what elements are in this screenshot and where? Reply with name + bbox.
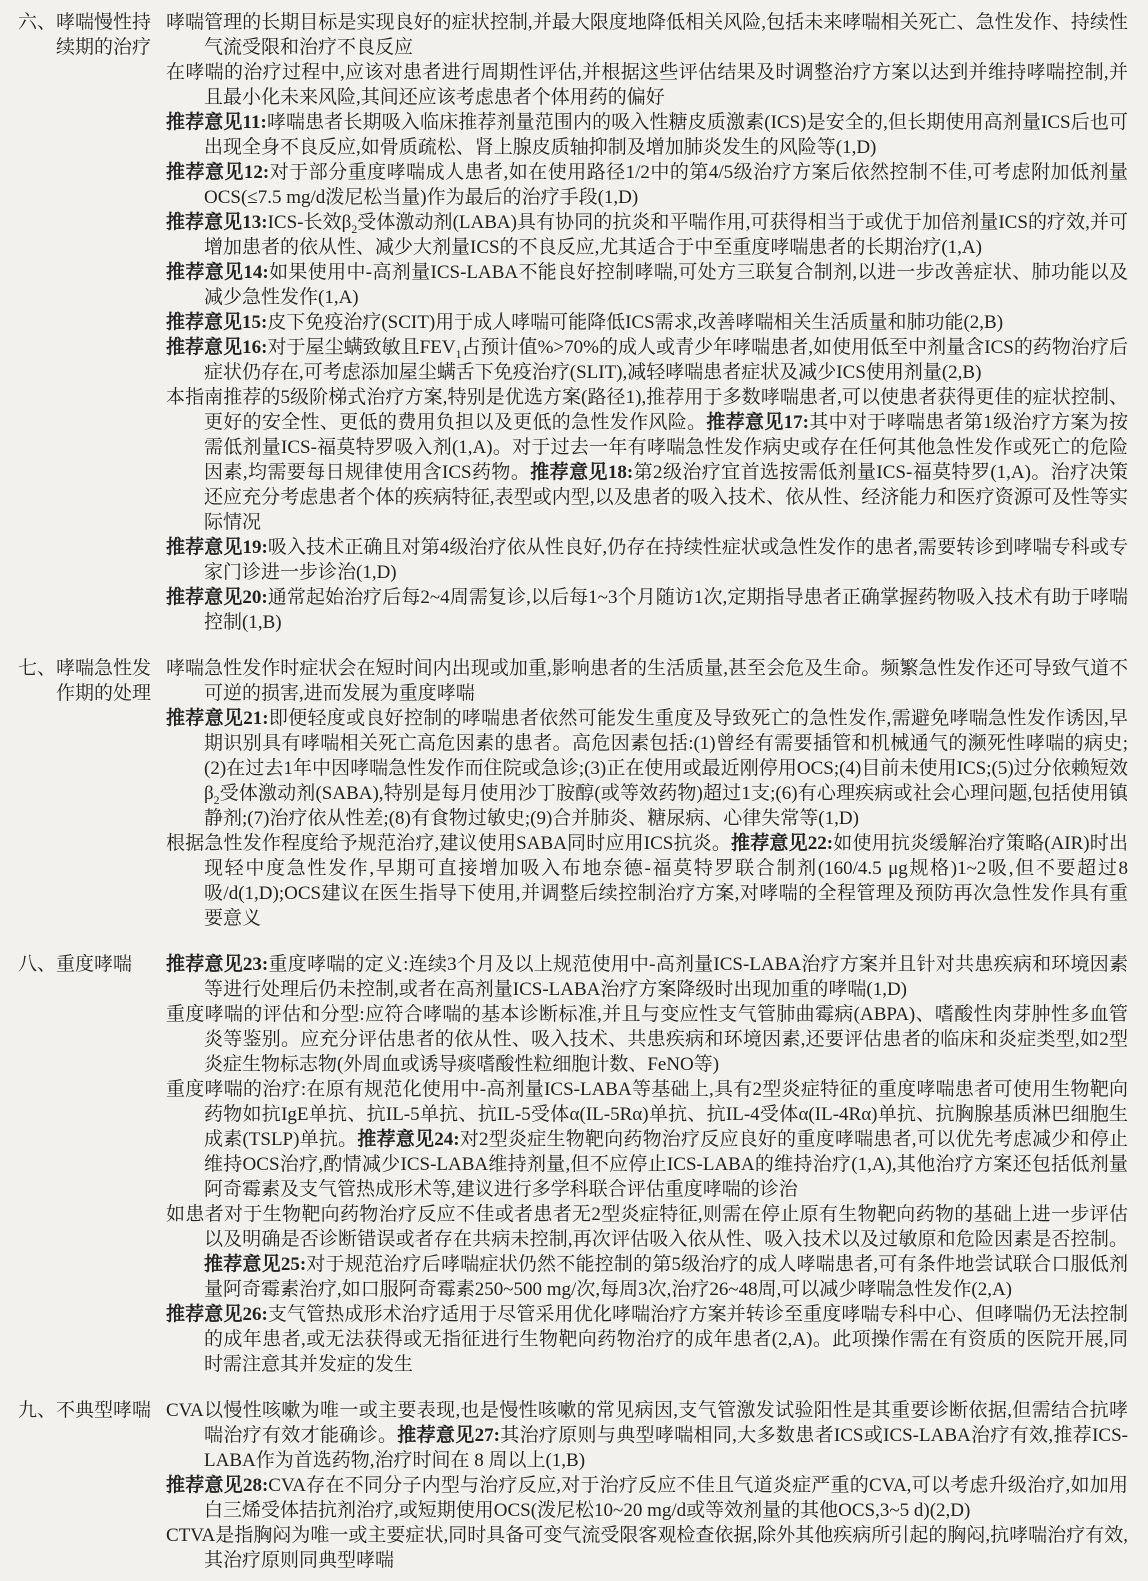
- text-run: 受体激动剂(LABA)具有协同的抗炎和平喘作用,可获得相当于或优于加倍剂量ICS的疗效,并可增加患者的依从性、减少大剂量ICS的不良反应,尤其适合于中至重度哮喘患者的长期治疗(1,A): [204, 212, 1129, 258]
- text-run: 皮下免疫治疗(SCIT)用于成人哮喘可能降低ICS需求,改善哮喘相关生活质量和肺功能(2,B): [267, 312, 1004, 333]
- subscript-text: 1: [455, 347, 462, 361]
- recommendation-label: 推荐意见14:: [166, 262, 269, 283]
- text-run: 哮喘急性发作时症状会在短时间内出现或加重,影响患者的生活质量,甚至会危及生命。频繁急性发作还可导致气道不可逆的损害,进而发展为重度哮喘: [166, 658, 1128, 704]
- text-run: 对于屋尘螨致敏且FEV: [267, 337, 456, 358]
- section-label: 七、哮喘急性发作期的处理: [18, 658, 152, 704]
- text-run: 哮喘管理的长期目标是实现良好的症状控制,并最大限度地降低相关风险,包括未来哮喘相关死亡、急性发作、持续性气流受限和治疗不良反应: [166, 12, 1128, 58]
- section-row: [18, 1398, 1128, 1573]
- recommendation-label: 推荐意见28:: [166, 1475, 269, 1496]
- document-table: [18, 10, 1128, 1573]
- text-run: 重度哮喘的定义:连续3个月及以上规范使用中-高剂量ICS-LABA治疗方案并且针对共患疾病和环境因素等进行处理后仍未控制,或者在高剂量ICS-LABA治疗方案降级时出现加重的哮喘(1,D): [204, 954, 1128, 1000]
- text-run: 本指南推荐的5级阶梯式治疗方案,特别是优选方案(路径1),推荐用于多数哮喘患者,可以使患者获得更佳的症状控制、更好的安全性、更低的费用负担以及更低的急性发作风险。: [166, 387, 1128, 433]
- recommendation-label: 推荐意见20:: [166, 587, 268, 608]
- recommendation-label: 推荐意见27:: [397, 1425, 500, 1446]
- text-run: 对2型炎症生物靶向药物治疗反应良好的重度哮喘患者,可以优先考虑减少和停止维持OCS治疗,酌情减少ICS-LABA维持剂量,但不应停止ICS-LABA的维持治疗(1,A),其他治疗方案还包括低剂量阿奇霉素及支气管热成形术等,建议进行多学科联合评估重度哮喘的诊治: [204, 1129, 1128, 1200]
- paragraph: [166, 1398, 1128, 1473]
- text-run: 第2级治疗宜首选按需低剂量ICS-福莫特罗(1,A)。治疗决策还应充分考虑患者个体的疾病特征,表型或内型,以及患者的吸入技术、依从性、经济能力和医疗资源可及性等实际情况: [204, 462, 1129, 533]
- section-row: [18, 656, 1128, 931]
- paragraph: [166, 535, 1128, 585]
- text-run: 如果使用中-高剂量ICS-LABA不能良好控制哮喘,可处方三联复合制剂,以进一步改善症状、肺功能以及减少急性发作(1,A): [204, 262, 1129, 308]
- text-run: 重度哮喘的治疗:在原有规范化使用中-高剂量ICS-LABA等基础上,具有2型炎症特征的重度哮喘患者可使用生物靶向药物如抗IgE单抗、抗IL-5单抗、抗IL-5受体α(IL-5Rα)单抗、抗IL-4受体α(IL-4Rα)单抗、抗胸腺基质淋巴细胞生成素(TSLP)单抗。: [166, 1079, 1128, 1150]
- paragraph: [166, 160, 1128, 210]
- section-label: 九、不典型哮喘: [18, 1400, 152, 1421]
- paragraph: [166, 1077, 1128, 1202]
- recommendation-label: 推荐意见12:: [166, 162, 270, 183]
- paragraph: [166, 1002, 1128, 1077]
- paragraph: [166, 385, 1128, 535]
- recommendation-label: 推荐意见21:: [166, 708, 269, 729]
- recommendation-label: 推荐意见13:: [166, 212, 268, 233]
- paragraph: [166, 831, 1128, 931]
- paragraph: [166, 706, 1128, 831]
- text-run: 占预计值%>70%的成人或青少年哮喘患者,如使用低至中剂量含ICS的药物治疗后症状仍存在,可考虑添加屋尘螨舌下免疫治疗(SLIT),减轻哮喘患者症状及减少ICS使用剂量(2,B): [204, 337, 1128, 383]
- paragraph: [166, 260, 1128, 310]
- recommendation-label: 推荐意见19:: [166, 537, 268, 558]
- paragraph: [166, 585, 1128, 635]
- text-run: 即便轻度或良好控制的哮喘患者依然可能发生重度及导致死亡的急性发作,需避免哮喘急性发作诱因,早期识别具有哮喘相关死亡高危因素的患者。高危因素包括:(1)曾经有需要插管和机械通气的濒死性哮喘的病史;(2)在过去1年中因哮喘急性发作而住院或急诊;(3)正在使用或最近刚停用OCS;(4)目前未使用ICS;(5)过分依赖短效β: [204, 708, 1128, 804]
- text-run: CVA以慢性咳嗽为唯一或主要表现,也是慢性咳嗽的常见病因,支气管激发试验阳性是其重要诊断依据,但需结合抗哮喘治疗有效才能确诊。: [166, 1400, 1128, 1446]
- section-label: 六、哮喘慢性持续期的治疗: [18, 12, 152, 58]
- recommendation-label: 推荐意见26:: [166, 1304, 268, 1325]
- subscript-text: 2: [213, 793, 220, 807]
- paragraph: [166, 210, 1128, 260]
- section-content: [166, 10, 1128, 635]
- recommendation-label: 推荐意见16:: [166, 337, 268, 358]
- text-run: 支气管热成形术治疗适用于尽管采用优化哮喘治疗方案并转诊至重度哮喘专科中心、但哮喘仍无法控制的成年患者,或无法获得或无指征进行生物靶向药物治疗的成年患者(2,A)。此项操作需在有资质的医院开展,同时需注意其并发症的发生: [204, 1304, 1128, 1375]
- text-run: 根据急性发作程度给予规范治疗,建议使用SABA同时应用ICS抗炎。: [166, 833, 732, 854]
- recommendation-label: 推荐意见23:: [166, 954, 269, 975]
- recommendation-label: 推荐意见24:: [357, 1129, 460, 1150]
- text-run: 通常起始治疗后每2~4周需复诊,以后每1~3个月随访1次,定期指导患者正确掌握药物吸入技术有助于哮喘控制(1,B): [204, 587, 1128, 633]
- paragraph: [166, 952, 1128, 1002]
- section-content: [166, 952, 1128, 1377]
- text-run: 吸入技术正确且对第4级治疗依从性良好,仍存在持续性症状或急性发作的患者,需要转诊到哮喘专科或专家门诊进一步诊治(1,D): [204, 537, 1128, 583]
- section-label: 八、重度哮喘: [18, 954, 133, 975]
- text-run: 其治疗原则与典型哮喘相同,大多数患者ICS或ICS-LABA治疗有效,推荐ICS-LABA作为首选药物,治疗时间在 8 周以上(1,B): [204, 1425, 1128, 1471]
- text-run: 对于规范治疗后哮喘症状仍然不能控制的第5级治疗的成人哮喘患者,可有条件地尝试联合口服低剂量阿奇霉素治疗,如口服阿奇霉素250~500 mg/次,每周3次,治疗26~48周,可以减少哮喘急性发作(2,A): [204, 1254, 1128, 1300]
- text-run: 重度哮喘的评估和分型:应符合哮喘的基本诊断标准,并且与变应性支气管肺曲霉病(ABPA)、嗜酸性肉芽肿性多血管炎等鉴别。应充分评估患者的依从性、吸入技术、共患疾病和环境因素,还要评估患者的临床和炎症类型,如2型炎症生物标志物(外周血或诱导痰嗜酸性粒细胞计数、FeNO等): [166, 1004, 1128, 1075]
- paragraph: [166, 310, 1128, 335]
- paragraph: [166, 335, 1128, 385]
- text-run: 受体激动剂(SABA),特别是每月使用沙丁胺醇(或等效药物)超过1支;(6)有心理疾病或社会心理问题,包括使用镇静剂;(7)治疗依从性差;(8)有食物过敏史;(9)合并肺炎、糖尿病、心律失常等(1,D): [204, 783, 1128, 829]
- recommendation-label: 推荐意见25:: [204, 1254, 307, 1275]
- text-run: 哮喘患者长期吸入临床推荐剂量范围内的吸入性糖皮质激素(ICS)是安全的,但长期使用高剂量ICS后也可出现全身不良反应,如骨质疏松、肾上腺皮质轴抑制及增加肺炎发生的风险等(1,D): [204, 112, 1128, 158]
- paragraph: [166, 1302, 1128, 1377]
- paragraph: [166, 10, 1128, 60]
- text-run: 如患者对于生物靶向药物治疗反应不佳或者患者无2型炎症特征,则需在停止原有生物靶向药物的基础上进一步评估以及明确是否诊断错误或者存在共病未控制,再次评估吸入依从性、吸入技术以及过敏原和危险因素是否控制。: [166, 1204, 1128, 1250]
- paragraph: [166, 1473, 1128, 1523]
- section-row: [18, 10, 1128, 635]
- recommendation-label: 推荐意见17:: [706, 412, 810, 433]
- section-content: [166, 656, 1128, 931]
- recommendation-label: 推荐意见18:: [530, 462, 634, 483]
- text-run: 对于部分重度哮喘成人患者,如在使用路径1/2中的第4/5级治疗方案后依然控制不佳,可考虑附加低剂量OCS(≤7.5 mg/d泼尼松当量)作为最后的治疗手段(1,D): [204, 162, 1129, 208]
- recommendation-label: 推荐意见22:: [731, 833, 834, 854]
- paragraph: [166, 1523, 1128, 1573]
- paragraph: [166, 60, 1128, 110]
- section-content: [166, 1398, 1128, 1573]
- recommendation-label: 推荐意见15:: [166, 312, 268, 333]
- paragraph: [166, 1202, 1128, 1302]
- text-run: CVA存在不同分子内型与治疗反应,对于治疗反应不佳且气道炎症严重的CVA,可以考虑升级治疗,如加用白三烯受体拮抗剂治疗,或短期使用OCS(泼尼松10~20 mg/d或等效剂量的其他OCS,3~5 d)(2,D): [204, 1475, 1129, 1521]
- text-run: ICS-长效β: [267, 212, 352, 233]
- text-run: 如使用抗炎缓解治疗策略(AIR)时出现轻中度急性发作,早期可直接增加吸入布地奈德-福莫特罗联合制剂(160/4.5 μg规格)1~2吸,但不要超过8吸/d(1,D);OCS建议在医生指导下使用,并调整后续控制治疗方案,对哮喘的全程管理及预防再次急性发作具有重要意义: [204, 833, 1128, 929]
- text-run: 在哮喘的治疗过程中,应该对患者进行周期性评估,并根据这些评估结果及时调整治疗方案以达到并维持哮喘控制,并且最小化未来风险,其间还应该考虑患者个体用药的偏好: [166, 62, 1128, 108]
- recommendation-label: 推荐意见11:: [166, 112, 267, 133]
- subscript-text: 2: [351, 222, 358, 236]
- paragraph: [166, 110, 1128, 160]
- text-run: 其中对于哮喘患者第1级治疗方案为按需低剂量ICS-福莫特罗吸入剂(1,A)。对于过去一年有哮喘急性发作病史或存在任何其他急性发作或死亡的危险因素,均需要每日规律使用含ICS药物。: [204, 412, 1128, 483]
- section-row: [18, 952, 1128, 1377]
- paragraph: [166, 656, 1128, 706]
- text-run: CTVA是指胸闷为唯一或主要症状,同时具备可变气流受限客观检查依据,除外其他疾病所引起的胸闷,抗哮喘治疗有效,其治疗原则同典型哮喘: [166, 1525, 1128, 1571]
